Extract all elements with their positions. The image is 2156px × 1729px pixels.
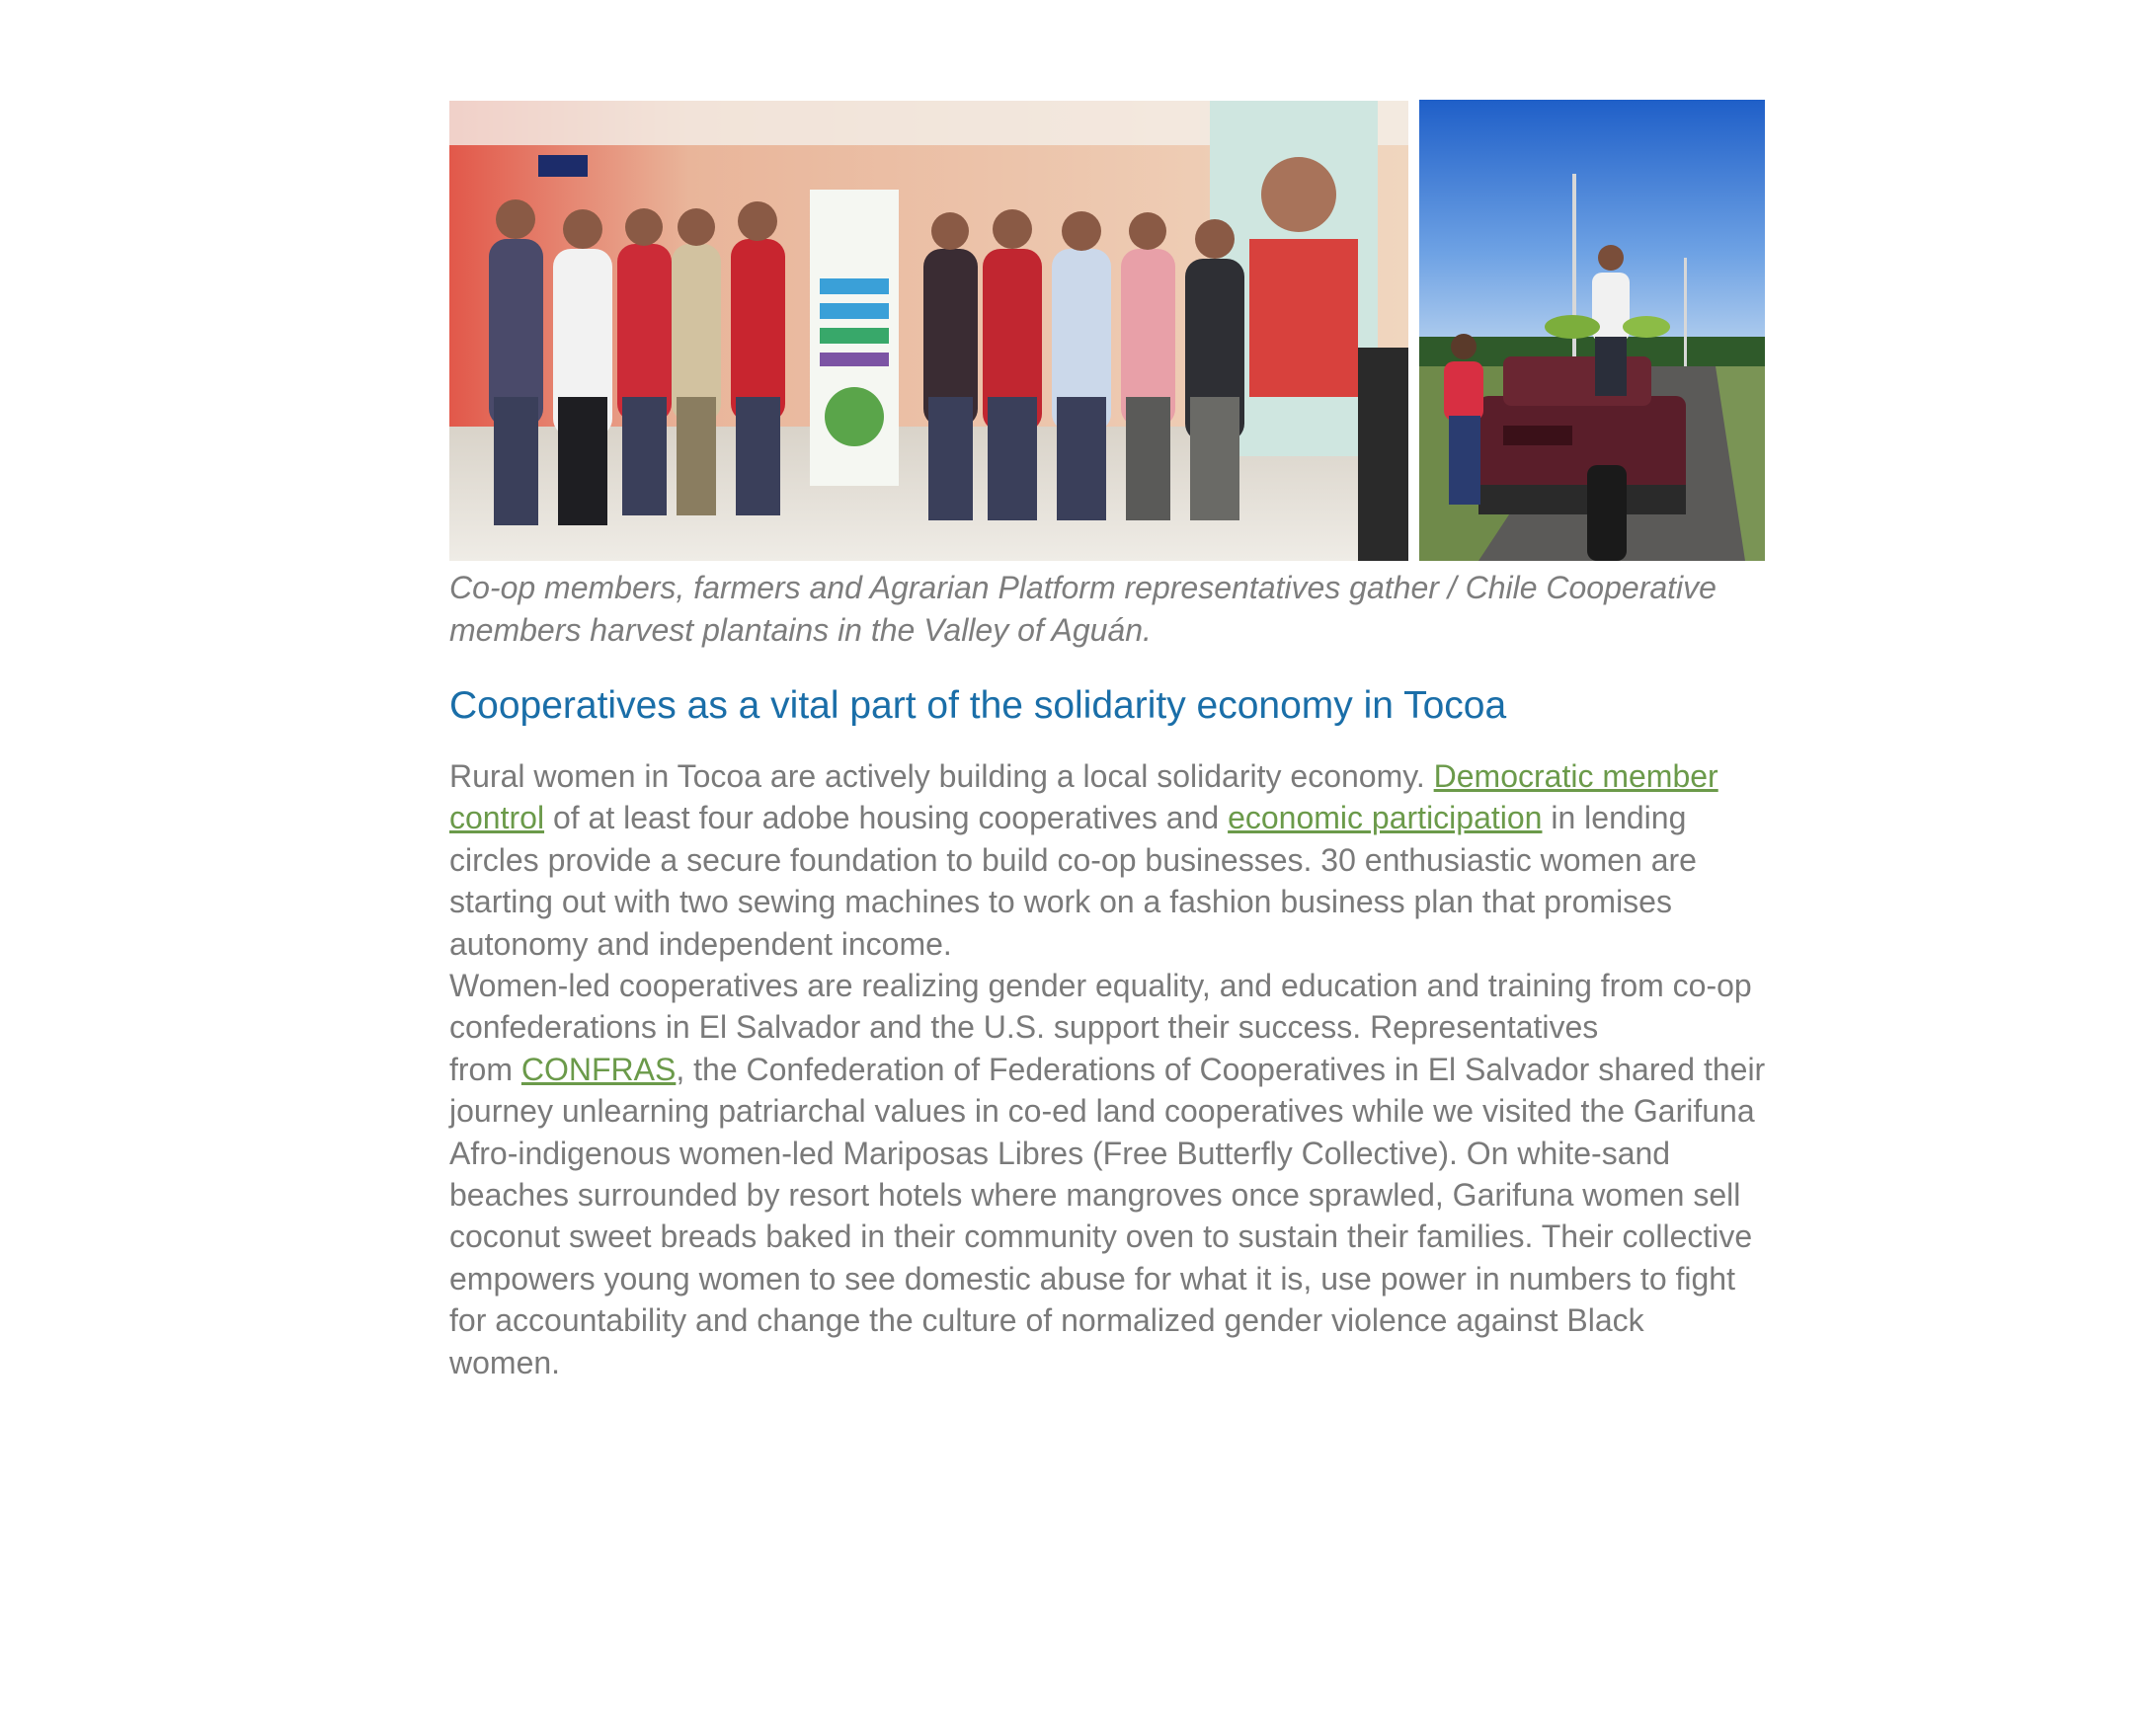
text-line: Women-led cooperatives are realizing gender equality, and education and training from co-op: [449, 968, 1752, 1004]
paragraph: [449, 965, 1832, 1383]
text-line: empowers young women to see domestic abuse for what it is, use power in numbers to fight: [449, 1260, 1735, 1297]
text-line: starting out with two sewing machines to work on a fashion business plan that promises: [449, 884, 1672, 920]
truck-photo: [1419, 100, 1765, 561]
confras-link[interactable]: CONFRAS: [520, 1051, 677, 1087]
text-run: , the Confederation of Federations of Cooperatives in El Salvador shared their: [676, 1051, 1766, 1087]
caption-line: Co-op members, farmers and Agrarian Platform representatives gather / Chile Cooperative: [449, 570, 1717, 605]
economic-participation-link[interactable]: economic participation: [1228, 800, 1543, 836]
paragraph: [449, 755, 1832, 965]
text-line: journey unlearning patriarchal values in co-ed land cooperatives while we visited the Garifuna: [449, 1093, 1755, 1130]
text-run: Rural women in Tocoa are actively building a local solidarity economy.: [449, 758, 1434, 794]
text-line: [449, 755, 1832, 797]
text-line: confederations in El Salvador and the U.S. support their success. Representatives: [449, 1009, 1599, 1046]
photo-caption: [449, 567, 1832, 652]
democratic-member-control-link[interactable]: control: [449, 800, 545, 836]
text-line: coconut sweet breads baked in their community oven to sustain their families. Their collective: [449, 1218, 1753, 1255]
text-line: for accountability and change the culture of normalized gender violence against Black: [449, 1302, 1644, 1339]
text-line: women.: [449, 1344, 561, 1380]
text-run: in lending: [1542, 800, 1687, 836]
text-run: of at least four adobe housing cooperatives and: [544, 800, 1229, 836]
text-line: autonomy and independent income.: [449, 925, 952, 962]
democratic-member-control-link[interactable]: Democratic member: [1433, 758, 1718, 794]
group-photo: [449, 101, 1408, 561]
section-heading: Cooperatives as a vital part of the solidarity economy in Tocoa: [449, 684, 1507, 727]
text-line: Afro-indigenous women-led Mariposas Libres (Free Butterfly Collective). On white-sand: [449, 1135, 1671, 1171]
article-body: [449, 755, 1832, 1383]
text-line: [449, 1049, 1832, 1090]
text-line: beaches surrounded by resort hotels where mangroves once sprawled, Garifuna women sell: [449, 1177, 1741, 1214]
text-line: [449, 797, 1832, 838]
text-run: from: [449, 1051, 521, 1087]
caption-line: members harvest plantains in the Valley of Aguán.: [449, 612, 1152, 648]
text-line: circles provide a secure foundation to build co-op businesses. 30 enthusiastic women are: [449, 841, 1697, 878]
